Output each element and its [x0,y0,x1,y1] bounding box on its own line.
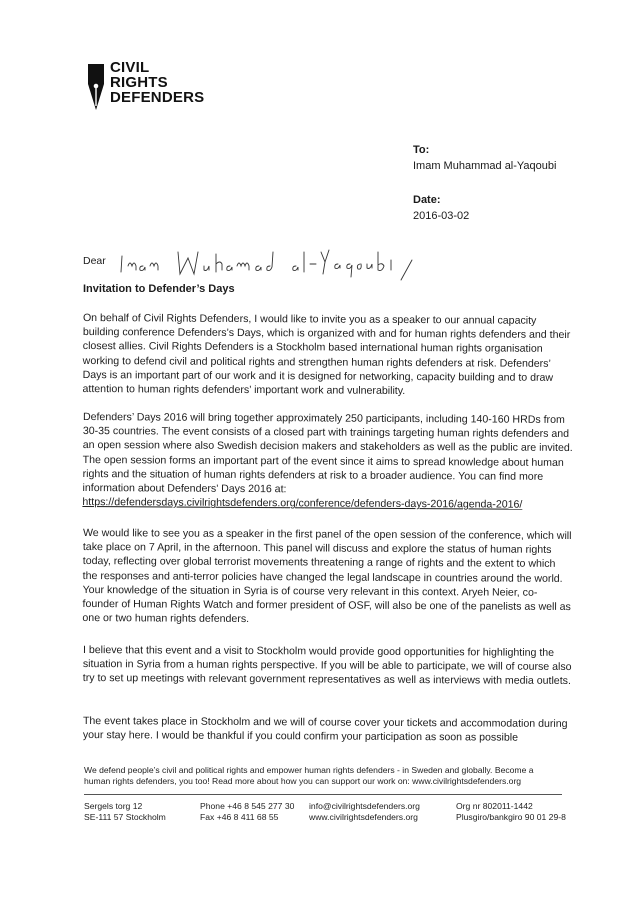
letter-subject: Invitation to Defender’s Days [83,283,235,295]
paragraph-4 [83,643,573,689]
footer-contact-phone [200,801,294,822]
paragraph-3-text: We would like to see you as a speaker in the first panel of the open session of the conference, which will take place on 7 April, in the afternoon. This panel will discuss and explore the status of human rights today, reflecting over global terrorist movements threatening a range of rights and the extent to which the responses and anti-terror policies have changed the legal landscape in countries around the world. Your knowledge of the situation in Syria is of course very relevant in this context. Aryeh Neier, co-founder of Human Rights Watch and former president of OSF, will also be one of the panelists as well as one or two human rights defenders. [82,527,572,626]
recipient-name: Imam Muhammad al-Yaqoubi [413,160,557,172]
footer-mission-note: We defend people’s civil and political rights and empower human rights defenders - in Sweden and globally. Become a human rights defenders, you too! Read more about how you can support our work on: www.civilrightsdefenders.org [84,765,534,786]
footer-org-nr: Org nr 802011-1442 [456,801,533,811]
footer-address [84,801,166,822]
pen-nib-icon [86,62,106,112]
defenders-days-link[interactable]: https://defendersdays.civilrightsdefenders.org/conference/defenders-days-2016/agenda-2016/ [82,496,523,511]
logo-line-defenders: DEFENDERS [110,89,205,106]
paragraph-1 [82,311,573,399]
footer-fax: Fax +46 8 411 68 55 [200,811,279,822]
footer-registration [456,801,566,822]
paragraph-2 [82,410,573,512]
footer-street: Sergels torg 12 [84,801,143,811]
footer-divider [84,794,562,795]
footer-phone: Phone +46 8 545 277 30 [200,801,295,811]
civil-rights-defenders-logo [86,60,226,116]
paragraph-5 [83,714,573,745]
footer-contact-online [309,801,420,822]
date-label: Date: [413,194,441,206]
paragraph-5-text: The event takes place in Stockholm and we will of course cover your tickets and accommodation during your stay here. I would be thankful if you could confirm your participation as soon as possible [82,715,568,744]
paragraph-2-text: Defenders’ Days 2016 will bring together approximately 250 participants, including 140-160 HRDs from 30-35 countries. The event consists of a closed part with trainings targeting human rights defenders and an open session where also Swedish decision makers and stakeholders as well as the public are invited. The open session forms an important part of the event since it aims to spread knowledge about human rights and the situation of human rights defenders at risk to a broader audience. You can find more information about Defenders’ Days 2016 at: [82,410,573,496]
paragraph-3 [82,526,573,628]
footer-email[interactable]: info@civilrightsdefenders.org [309,801,420,811]
logo-line-civil: CIVIL [110,59,150,76]
paragraph-4-text: I believe that this event and a visit to Stockholm would provide good opportunities for highlighting the situation in Syria from a human rights perspective. If you will be able to participate, we will of course also try to set up meetings with relevant government representatives as well as interviews with media outlets. [82,644,572,688]
greeting-dear: Dear [83,255,106,267]
handwritten-recipient-name [116,240,416,286]
paragraph-1-text: On behalf of Civil Rights Defenders, I would like to invite you as a speaker to our annual capacity building conference Defenders’s Days, which is organized with and for human rights defenders and their closest allies. Civil Rights Defenders is a Stockholm based international human rights organisation working to defend civil and political rights and strengthen human rights defenders at risk. Defenders’ Days is an important part of our work and it is designed for networking, capacity building and to draw attention to human rights defenders’ important work and vulnerability. [82,311,571,397]
footer-postal: SE-111 57 Stockholm [84,811,166,822]
letter-date: 2016-03-02 [413,210,470,222]
footer-web[interactable]: www.civilrightsdefenders.org [309,811,418,822]
logo-line-rights: RIGHTS [110,74,168,91]
footer-plusgiro: Plusgiro/bankgiro 90 01 29-8 [456,811,566,822]
to-label: To: [413,144,430,156]
